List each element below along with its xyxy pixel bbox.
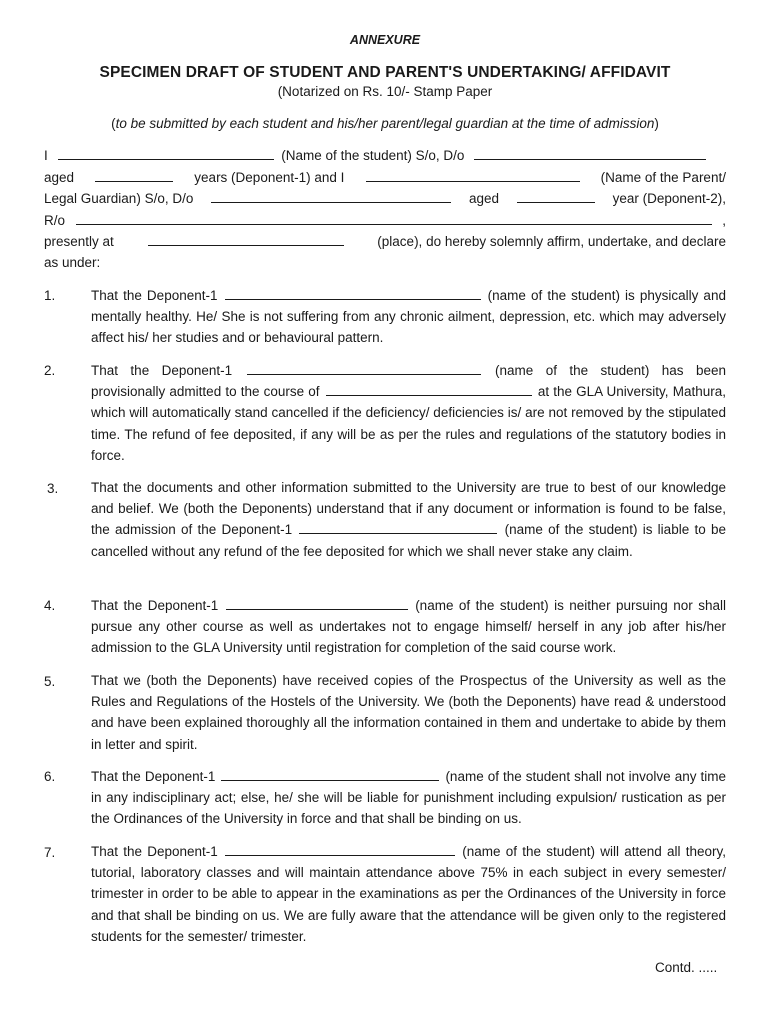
- clause-6: That the Deponent-1 (name of the student shall not involve any time in any indisciplinary act; else, he/ she will be liable for punishment including expulsion/ rustication as per the Ordinances of the University in force and that shall be binding on us.: [91, 769, 726, 827]
- instruction-text: to be submitted by each student and his/her parent/legal guardian at the time of admission: [115, 116, 655, 131]
- clause-number: 7.: [44, 845, 56, 860]
- residence-address-field[interactable]: [76, 211, 712, 225]
- stamp-paper-note: (Notarized on Rs. 10/- Stamp Paper: [277, 84, 493, 99]
- student-parent-name-field[interactable]: [474, 146, 706, 160]
- clause-number: 3.: [47, 481, 59, 496]
- clause-5: That we (both the Deponents) have received copies of the Prospectus of the University as well as the Rules and Regulations of the Hostels of the University. We (both the Deponents) have read & understood and have been explained thoroughly all the information contained in them and undertake to abide by them in letter and spirit.: [91, 673, 726, 752]
- parent-name-field[interactable]: [366, 168, 580, 182]
- student-name-field[interactable]: [226, 596, 408, 610]
- intro-line-3: Legal Guardian) S/o, D/o aged year (Deponent-2),: [44, 191, 726, 206]
- document-title: SPECIMEN DRAFT OF STUDENT AND PARENT'S UNDERTAKING/ AFFIDAVIT: [99, 64, 671, 81]
- clause-3: That the documents and other information submitted to the University are true to best of our knowledge and belief. We (both the Deponents) understand that if any document or information is found to be false, the admission of the Deponent-1 (name of the student) is liable to be cancelled without any refund of the fee deposited for which we shall never stake any claim.: [91, 480, 726, 559]
- clause-number: 2.: [44, 363, 56, 378]
- clause-1: That the Deponent-1 (name of the student) is physically and mentally healthy. He/ She is not suffering from any chronic ailment, depression, etc. which may adversely affect his/ her studies and or behavioural pattern.: [91, 288, 726, 346]
- guardian-age-field[interactable]: [517, 189, 595, 203]
- clause-number: 4.: [44, 598, 56, 613]
- continued-label: Contd. .....: [655, 960, 718, 975]
- annexure-label: ANNEXURE: [349, 33, 421, 47]
- clause-number: 6.: [44, 769, 56, 784]
- student-name-field[interactable]: [58, 146, 274, 160]
- intro-line-4: R/o ,: [44, 213, 726, 228]
- clause-2: That the Deponent-1 (name of the student) has been provisionally admitted to the course of at the GLA University, Mathura, which will automatically stand cancelled if the deficiency/ deficiencies is/ are not removed by the stipulated time. The refund of fee deposited, if any will be as per the rules and regulations of the statutory bodies in force.: [91, 363, 726, 463]
- intro-line-6: as under:: [44, 255, 101, 270]
- intro-line-5: presently at (place), do hereby solemnly affirm, undertake, and declare: [44, 234, 726, 249]
- student-name-field[interactable]: [299, 520, 497, 534]
- clause-number: 5.: [44, 674, 56, 689]
- student-name-field[interactable]: [247, 361, 481, 375]
- clause-number: 1.: [44, 288, 56, 303]
- guardian-parent-name-field[interactable]: [211, 189, 451, 203]
- present-place-field[interactable]: [148, 232, 344, 246]
- clause-7: That the Deponent-1 (name of the student) will attend all theory, tutorial, laboratory classes and will maintain attendance above 75% in each subject in every semester/ trimester in order to be able to appear in the examinations as per the Ordinances of the University in force and that shall be binding on us. We are fully aware that the attendance will be given only to the registered students for the semester/ trimester.: [91, 844, 726, 944]
- intro-line-2: aged years (Deponent-1) and I (Name of the Parent/: [44, 170, 726, 185]
- clause-4: That the Deponent-1 (name of the student) is neither pursuing nor shall pursue any other course as well as undertakes not to engage himself/ herself in any job after his/her admission to the GLA University until registration for completion of the said course work.: [91, 598, 726, 656]
- student-name-field[interactable]: [221, 767, 439, 781]
- intro-line-1: I (Name of the student) S/o, D/o: [44, 146, 726, 166]
- submission-instruction: (to be submitted by each student and his/her parent/legal guardian at the time of admission): [111, 116, 659, 131]
- student-name-field[interactable]: [225, 286, 481, 300]
- student-age-field[interactable]: [95, 168, 173, 182]
- course-name-field[interactable]: [326, 382, 532, 396]
- student-name-field[interactable]: [225, 842, 455, 856]
